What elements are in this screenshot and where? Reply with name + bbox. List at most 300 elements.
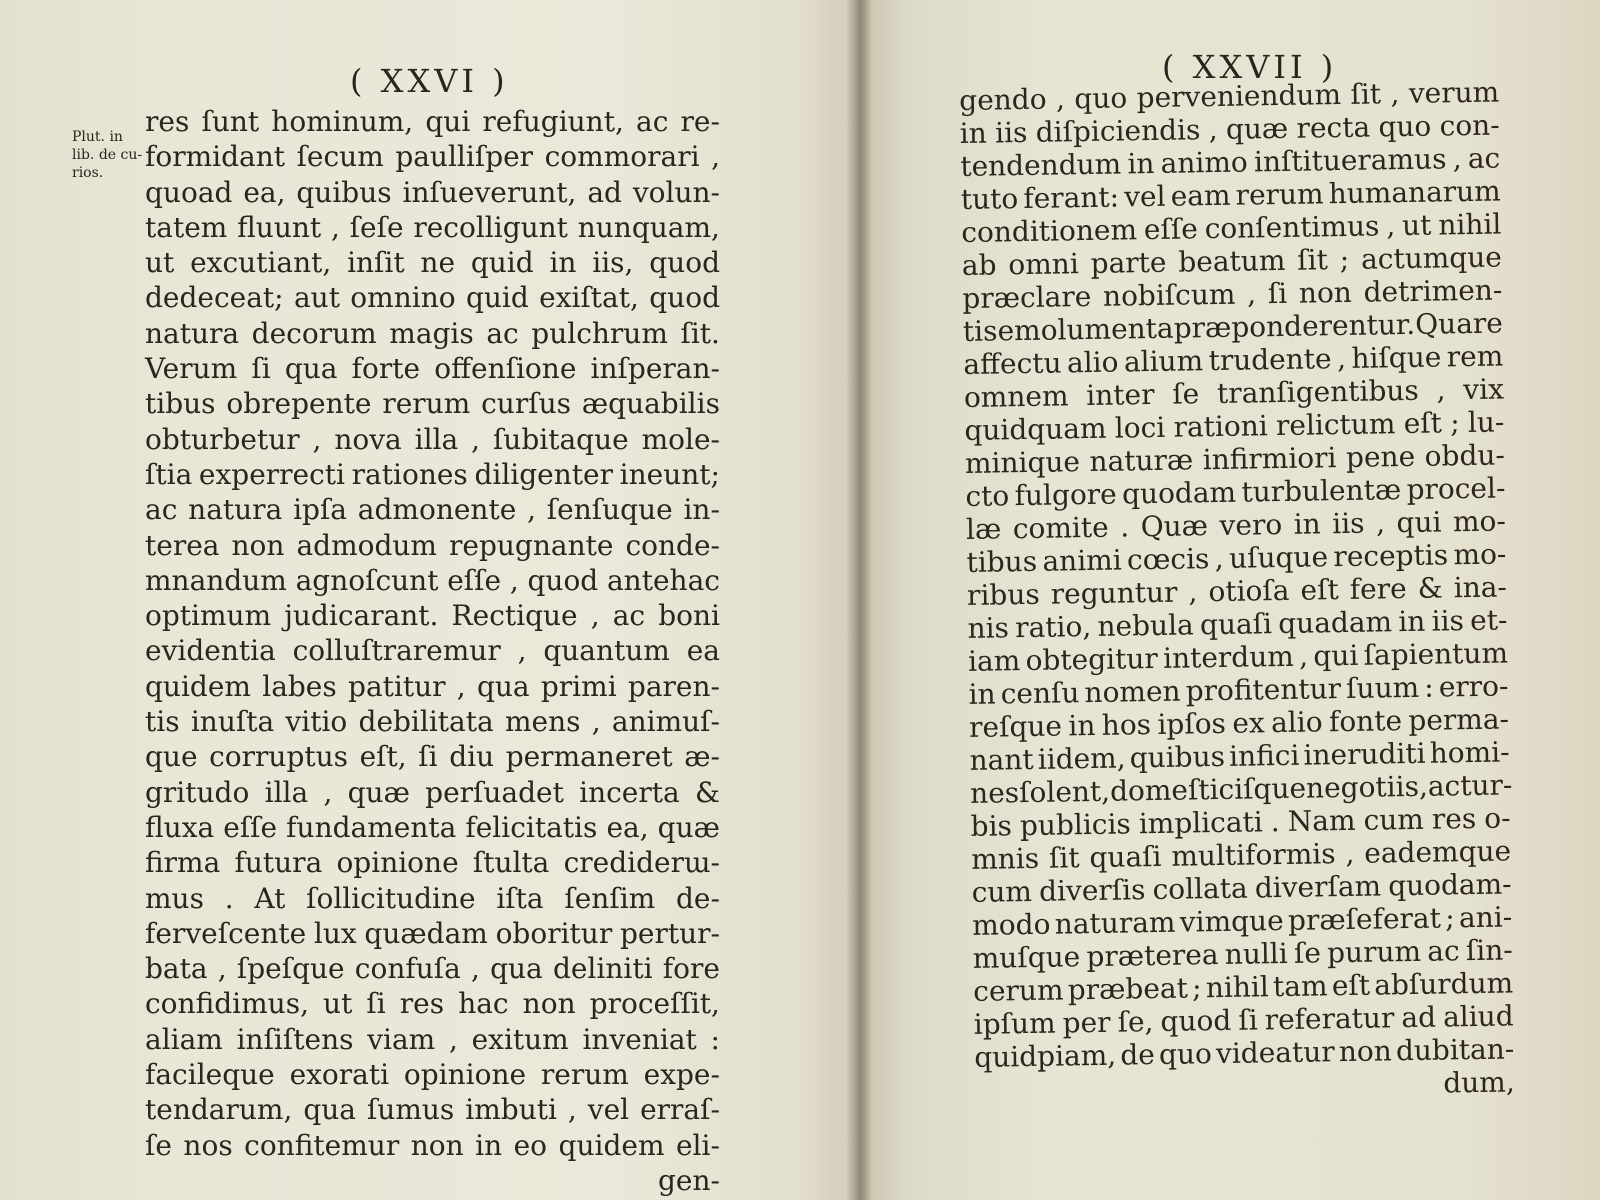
word: , (471, 952, 480, 986)
word: implicati (1138, 805, 1263, 841)
text-line (145, 1057, 720, 1092)
word: ac (612, 599, 646, 633)
word: tendarum, (145, 1093, 293, 1127)
word: : (1423, 670, 1434, 704)
word: collata (1152, 871, 1248, 907)
word: ipſos (1157, 706, 1227, 741)
word: patitur (348, 669, 446, 703)
word: ; (1191, 971, 1202, 1005)
word: tam (1272, 969, 1328, 1004)
word: quibus (1129, 739, 1226, 775)
word: nunquam, (577, 210, 720, 244)
word: dubitan- (1395, 1032, 1515, 1068)
word: & (1417, 571, 1443, 605)
word: fluunt (237, 210, 322, 244)
word: in (1398, 604, 1426, 639)
word: decorum (251, 316, 377, 350)
word: proceſſit, (589, 987, 720, 1021)
word: res (1431, 801, 1477, 836)
text-line (145, 598, 720, 633)
word: iis (1431, 604, 1465, 638)
word: primi (540, 669, 617, 703)
text-line (145, 280, 720, 315)
word: ſubitaque (492, 422, 629, 456)
word: de (1120, 1038, 1156, 1072)
word: æ- (684, 740, 720, 774)
word: ne (420, 246, 456, 280)
word: vel (1123, 179, 1166, 214)
word: : (710, 1022, 720, 1056)
word: o- (1483, 801, 1511, 835)
word: fundamenta (286, 810, 457, 844)
word: gendo (959, 82, 1047, 117)
word: multiformis (1171, 837, 1336, 873)
word: in- (683, 493, 720, 527)
word: nihil (1205, 970, 1270, 1005)
word: alio (1066, 345, 1119, 380)
word: , (1452, 142, 1462, 176)
word: ex (1232, 706, 1265, 740)
word: tranſigentibus (1216, 373, 1420, 410)
word: non (410, 1128, 464, 1162)
word: , (567, 1093, 577, 1127)
word: conditionem (961, 213, 1138, 249)
word: nomen (1084, 674, 1181, 710)
word: muſque (972, 940, 1081, 975)
word: non (1298, 275, 1353, 310)
word: vimque (1179, 904, 1284, 939)
word: animuſ- (611, 705, 720, 739)
word: inveniat (582, 1022, 697, 1056)
word: bis (970, 809, 1013, 843)
word: , (330, 210, 340, 244)
word: infici (1228, 738, 1300, 773)
word: fere (1349, 572, 1407, 606)
word: ea, (243, 175, 286, 209)
word: aut (293, 281, 340, 315)
word: iis (994, 115, 1028, 150)
word: quid (470, 246, 534, 280)
word: Verum (145, 352, 238, 386)
word: mole- (641, 422, 720, 456)
word: erro- (1438, 669, 1509, 704)
word: repugnante (449, 528, 614, 562)
word: nulli (1224, 936, 1288, 971)
word: reſque (968, 709, 1063, 744)
word: cum (971, 874, 1033, 909)
word: de- (675, 881, 720, 915)
word: ut (1401, 208, 1432, 243)
text-line (145, 422, 720, 457)
word: ani- (1458, 900, 1513, 935)
word: eademque (1364, 834, 1512, 870)
word: ſit (1350, 77, 1382, 111)
word: parte (1090, 245, 1167, 280)
word: judicarant. (284, 599, 439, 633)
word: inuſta (190, 705, 275, 739)
word: quæ (657, 810, 720, 844)
word: natura (145, 316, 240, 350)
word: naturæ (1089, 443, 1194, 478)
word: ſi (1267, 276, 1288, 311)
word: ipſum (973, 1006, 1056, 1041)
word: beatum (1178, 243, 1286, 279)
word: firma (145, 846, 221, 880)
word: quidem (558, 1128, 665, 1162)
word: permaneret (505, 740, 673, 774)
word: rationi (1173, 409, 1268, 444)
word: quidem (145, 669, 251, 703)
word: corruptus (209, 740, 349, 774)
text-line (145, 351, 720, 386)
word: erraſ- (640, 1093, 720, 1127)
word: homi- (1429, 735, 1510, 770)
word: diligenter (474, 457, 613, 491)
word: quod (649, 281, 720, 315)
word: non (1338, 1034, 1393, 1069)
word: gritudo (145, 775, 250, 809)
text-line (145, 316, 720, 351)
word: minique (964, 445, 1081, 480)
word: mnandum (145, 563, 287, 597)
text-line (145, 528, 720, 563)
word: eſt (1331, 968, 1371, 1003)
word: ſe, (1117, 1005, 1154, 1039)
word: animo (1160, 145, 1249, 180)
word: fore (662, 952, 720, 986)
word: hominum, (271, 105, 414, 138)
word: ribus (966, 577, 1040, 612)
word: , (1436, 373, 1446, 407)
word: ineruditi (1303, 736, 1426, 772)
word: æquabilis (581, 387, 720, 421)
word: fonte (1328, 704, 1403, 739)
word: profitentur (1185, 672, 1342, 708)
word: expe- (643, 1058, 720, 1092)
word: exiſtat, (539, 281, 639, 315)
word: ſpeſque (236, 952, 345, 986)
word: quædam (364, 916, 488, 950)
text-line (145, 633, 720, 668)
word: ſuum (1345, 670, 1420, 705)
word: , (711, 140, 720, 174)
word: lu- (1467, 405, 1505, 440)
word: , (517, 634, 527, 668)
word: Nam (1287, 803, 1356, 838)
word: actumque (1360, 240, 1503, 276)
text-line (145, 951, 720, 986)
word: ; (1449, 406, 1460, 440)
text-line (145, 916, 720, 951)
word: . (1119, 510, 1130, 544)
word: eſſe (223, 810, 278, 844)
word: qui (425, 105, 471, 138)
word: quo (1074, 81, 1128, 116)
word: , (471, 422, 481, 456)
word: uſuque (1228, 540, 1329, 575)
word: confidimus, (145, 987, 309, 1021)
word: excutiant, (190, 246, 332, 280)
word: eam (1170, 178, 1231, 213)
word: ſecum (296, 140, 384, 174)
catchword-text: dum, (1443, 1065, 1516, 1100)
right-text-block (959, 76, 1515, 1107)
word: tendendum (960, 147, 1122, 183)
word: , (591, 705, 601, 739)
word: et- (1469, 603, 1508, 638)
word: , (456, 669, 466, 703)
word: , (1345, 836, 1355, 871)
word: vitio (285, 705, 348, 739)
word: ſolent, (1018, 774, 1111, 810)
word: exitum (471, 1022, 569, 1056)
word: rem (1446, 339, 1504, 374)
word: quodam- (1387, 867, 1512, 903)
word: evidentia (145, 634, 276, 668)
word: confitemur (244, 1128, 400, 1162)
word: quantum (543, 634, 670, 668)
word: alio (1270, 705, 1323, 740)
word: vix (1463, 372, 1505, 407)
word: Rectique (451, 599, 578, 633)
word: nova (334, 422, 402, 456)
word: pulchrum (531, 316, 668, 350)
word: , (448, 1022, 458, 1056)
word: admonente (357, 493, 517, 527)
word: referatur (1264, 1001, 1395, 1037)
word: admodum (296, 528, 437, 562)
word: qua (284, 352, 338, 386)
word: ſe (1172, 377, 1200, 411)
word: reguntur (1050, 575, 1178, 611)
word: mo- (1453, 537, 1507, 572)
word: recta (1296, 110, 1371, 145)
word: ina- (1453, 570, 1508, 605)
word: iis (1331, 506, 1365, 541)
word: per (1062, 1005, 1111, 1040)
word: crediderա- (563, 846, 720, 880)
word: ſe (1293, 936, 1322, 970)
word: obturbetur (145, 422, 300, 456)
word: magis (389, 316, 474, 350)
word: res (399, 987, 445, 1021)
word: mus (145, 881, 204, 915)
word: mens (504, 705, 581, 739)
word: in (1127, 146, 1155, 181)
word: quod (649, 246, 720, 280)
word: ratio, (1014, 609, 1092, 645)
word: fulgore (1014, 477, 1117, 513)
word: ad (587, 175, 622, 209)
word: , (590, 599, 600, 633)
word: nes (969, 776, 1020, 810)
text-line (145, 175, 720, 210)
text-line (145, 881, 720, 916)
text-line (145, 845, 720, 880)
word: quod (1160, 1003, 1232, 1038)
word: qua (490, 952, 543, 986)
word: vel (587, 1093, 630, 1127)
word: iidem, (1037, 741, 1126, 776)
word: in (1068, 708, 1096, 743)
word: præponderentur. (1173, 307, 1416, 345)
word: diverſam (1254, 869, 1382, 905)
word: ipſa (293, 493, 347, 527)
word: inſtitueramus (1253, 142, 1447, 179)
word: nis (967, 611, 1010, 645)
word: non (231, 528, 285, 562)
word: terea (145, 528, 220, 562)
word: omni (1008, 247, 1080, 282)
word: agnoſcunt (295, 563, 439, 597)
word: omnino (350, 281, 456, 315)
word: iis, (592, 246, 634, 280)
word: tis (962, 314, 998, 348)
word: ; (1444, 901, 1455, 935)
word: cerum (972, 973, 1064, 1008)
text-line (145, 739, 720, 774)
word: nant (969, 742, 1034, 777)
word: inter (1086, 377, 1155, 413)
word: relictum (1275, 407, 1396, 443)
text-line (145, 245, 720, 280)
word: animi (1042, 543, 1122, 578)
word: ac (636, 105, 669, 138)
marginal-note-line: lib. de cu- (72, 147, 143, 163)
word: infirmiori (1202, 441, 1337, 477)
word: præclare (962, 279, 1092, 315)
word: optimum (145, 599, 272, 633)
word: ferant: (1023, 180, 1120, 216)
word: ſunt (201, 105, 260, 138)
word: ac (145, 493, 178, 527)
word: , (217, 952, 227, 986)
left-page-number: ( XXVI ) (350, 62, 509, 100)
word: ac (1427, 769, 1461, 803)
word: natura (188, 493, 283, 527)
word: quibus (296, 175, 392, 209)
word: opinione (336, 846, 459, 880)
word: ſi (418, 740, 438, 774)
word: ſe (145, 1128, 172, 1162)
word: At (254, 881, 286, 915)
word: domeſticiſque (1109, 771, 1307, 808)
left-text-block (145, 104, 720, 1198)
word: ſapientum (1363, 636, 1509, 672)
word: ſi (1238, 1003, 1258, 1037)
word: loci (1114, 410, 1166, 445)
word: tibus (966, 544, 1038, 579)
word: , (1390, 77, 1400, 111)
word: , (527, 493, 536, 527)
marginal-note (72, 128, 152, 182)
word: aliam (145, 1022, 223, 1056)
word: in (968, 677, 996, 711)
word: receptis (1333, 538, 1449, 574)
word: , (509, 563, 519, 597)
word: incerta (579, 775, 680, 809)
word: antehac (606, 563, 720, 597)
word: cum (1363, 802, 1425, 837)
catchword (145, 1163, 720, 1198)
word: eſt (1300, 573, 1339, 607)
word: , (1188, 575, 1198, 609)
word: ferveſcente (145, 916, 307, 950)
word: rerum (1235, 177, 1324, 212)
word: commorari (544, 140, 700, 174)
word: volun- (632, 175, 720, 209)
word: ; (1339, 242, 1350, 277)
word: illa (414, 422, 459, 456)
word: qua (303, 1093, 356, 1127)
word: hac (458, 987, 509, 1021)
word: in (959, 116, 988, 150)
word: negotiis, (1305, 769, 1429, 805)
word: tibus (145, 387, 216, 421)
word: rerum (540, 1058, 629, 1092)
word: refugiunt, (482, 105, 624, 138)
word: oboritur (495, 916, 613, 950)
word: ſin- (1465, 933, 1513, 968)
word: ſeſe (349, 210, 404, 244)
word: perma- (1408, 702, 1510, 738)
word: eſſe (1143, 212, 1199, 247)
word: , (1055, 82, 1066, 116)
word: ac (1467, 141, 1501, 176)
word: quod (527, 563, 599, 597)
word: hiſque (1351, 340, 1442, 375)
word: rerum (382, 387, 471, 421)
word: colluſtraremur (292, 634, 501, 668)
word: ſit (1297, 243, 1329, 277)
word: detrimen- (1363, 273, 1503, 309)
word: quæ (1225, 111, 1289, 146)
text-line (145, 669, 720, 704)
text-line (145, 139, 720, 174)
word: alium (1123, 344, 1204, 379)
word: deliniti (552, 952, 653, 986)
text-line (145, 986, 720, 1021)
word: læ (965, 512, 1002, 546)
word: ea, (606, 810, 649, 844)
word: labes (262, 669, 337, 703)
word: omnem (963, 379, 1069, 414)
word: vero (1219, 507, 1283, 542)
word: tis (145, 705, 180, 739)
word: , (1208, 112, 1218, 147)
marginal-note-line: Plut. in (72, 129, 123, 145)
book-gutter (846, 0, 872, 1200)
word: ſtia (145, 457, 193, 491)
word: ſenſim (564, 881, 656, 915)
word: cenſu (1000, 676, 1080, 711)
word: fluxa (145, 810, 215, 844)
word: quaſi (1089, 839, 1162, 875)
word: quodam (1121, 475, 1237, 511)
text-line (145, 704, 720, 739)
word: bata (145, 952, 208, 986)
word: mo- (1452, 504, 1507, 539)
word: pertur- (619, 916, 720, 950)
word: tatem (145, 210, 228, 244)
word: viam (367, 1022, 436, 1056)
word: eſt (1403, 406, 1443, 441)
word: purum (1326, 934, 1422, 970)
word: modo (971, 907, 1051, 942)
word: eſt, (359, 740, 407, 774)
word: inſueverunt, (402, 175, 577, 209)
word: , (1336, 341, 1347, 376)
